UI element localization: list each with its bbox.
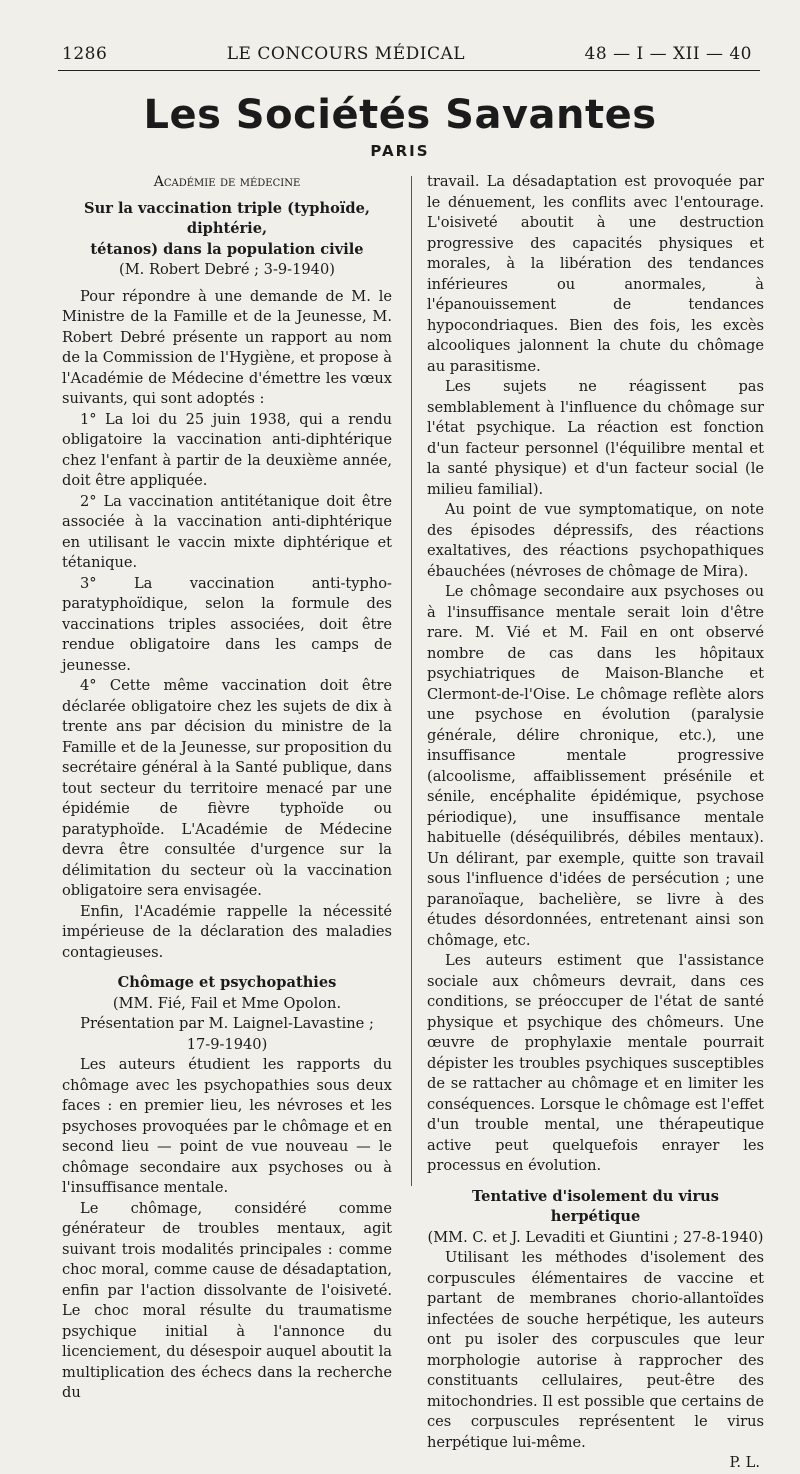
journal-title: LE CONCOURS MÉDICAL — [226, 44, 466, 64]
paragraph: 1° La loi du 25 juin 1938, qui a rendu obligatoire la vaccination anti-diphtérique chez l'enfant à partir de la deuxième année, doit être appliquée. — [62, 410, 392, 489]
article-byline: Présentation par M. Laignel-Lavastine ; — [80, 1015, 374, 1032]
page-title: Les Sociétés Savantes — [143, 92, 657, 138]
paragraph: Enfin, l'Académie rappelle la nécessité impérieuse de la déclaration des maladies contagieuses. — [62, 902, 392, 961]
column-divider — [411, 176, 412, 1186]
paragraph: Les auteurs étudient les rapports du chômage avec les psychopathies sous deux faces : en premier lieu, les névroses et les psychoses provoquées par le chômage et en second lieu — point de vue nouveau — le chômage secondaire aux psychoses ou à l'insuffisance mentale. — [62, 1056, 392, 1196]
article-title-line: tétanos) dans la population civile — [90, 240, 364, 258]
article-title: Chômage et psychopathies — [117, 974, 337, 991]
paragraph: Utilisant les méthodes d'isolement des corpuscules élémentaires de vaccine et partant de membranes chorio-allantoïdes infectées de souche herpétique, les auteurs ont pu isoler des corpuscules que leur morphologie autorise à rapprocher des constituants cellulaires, peut-être des mitochondries. Il est possible que certains de ces corpuscules représentent le virus herpétique lui-même. — [427, 1249, 764, 1451]
article-title: Tentative d'isolement du virus herpétique — [472, 1187, 719, 1225]
left-column — [62, 172, 392, 1404]
running-head — [62, 44, 752, 64]
paragraph: 2° La vaccination antitétanique doit être associée à la vaccination anti-diphtérique en utilisant le vaccin mixte diphtérique et tétanique. — [62, 492, 392, 571]
page-subtitle: PARIS — [370, 142, 430, 160]
issue-date: 48 — I — XII — 40 — [584, 44, 752, 64]
article-byline: (M. Robert Debré ; 3-9-1940) — [119, 261, 335, 278]
paragraph: Pour répondre à une demande de M. le Ministre de la Famille et de la Jeunesse, M. Robert Debré présente un rapport au nom de la Commission de l'Hygiène, et propose à l'Académie de Médecine d'émettre les vœux suivants, qui sont adoptés : — [62, 287, 392, 407]
paragraph: 4° Cette même vaccination doit être déclarée obligatoire chez les sujets de dix à trente ans par décision du ministre de la Famille et de la Jeunesse, sur proposition du secrétaire général à la Santé publique, dans tout secteur du territoire menacé par une épidémie de fièvre typhoïde ou paratyphoïde. L'Académie de Médecine devra être consultée d'urgence sur la délimitation du secteur où la vaccination obligatoire sera envisagée. — [62, 677, 392, 899]
header-rule — [58, 70, 760, 71]
paragraph: Les sujets ne réagissent pas semblablement à l'influence du chômage sur l'état psychique. La réaction est fonction d'un facteur personnel (l'équilibre mental et la santé physique) et d'un facteur social (le milieu familial). — [427, 378, 764, 498]
paragraph: Les auteurs estiment que l'assistance sociale aux chômeurs devrait, dans ces conditions, se préoccuper de l'état de santé physique et psychique des chômeurs. Une œuvre de prophylaxie mentale pourrait dépister les troubles psychiques susceptibles de se rattacher au chômage et en limiter les conséquences. Lorsque le chômage est l'effet d'un trouble mental, une thérapeutique active peut quelquefois enrayer les processus en évolution. — [427, 952, 764, 1174]
page-number: 1286 — [62, 44, 108, 64]
article-title-line: Sur la vaccination triple (typhoïde, diphtérie, — [84, 199, 370, 237]
article-byline: 17-9-1940) — [186, 1035, 268, 1053]
article-byline: (MM. Fié, Fail et Mme Opolon. — [112, 994, 342, 1012]
paragraph: Au point de vue symptomatique, on note des épisodes dépressifs, des réactions exaltatives, des réactions psychopathiques ébauchées (névroses de chômage de Mira). — [427, 501, 764, 580]
paragraph: Le chômage, considéré comme générateur de troubles mentaux, agit suivant trois modalités principales : comme choc moral, comme cause de désadaptation, enfin par l'action dissolvante de l'oisiveté. Le choc moral résulte du traumatisme psychique initial à l'annonce du licenciement, du désespoir auquel aboutit la multiplication des échecs dans la recherche du — [62, 1199, 392, 1401]
paragraph: 3° La vaccination anti-typho-paratyphoïdique, selon la formule des vaccinations triples associées, doit être rendue obligatoire dans les camps de jeunesse. — [62, 574, 392, 674]
paragraph: Le chômage secondaire aux psychoses ou à l'insuffisance mentale serait loin d'être rare. M. Vié et M. Fail en ont observé nombre de cas dans les hôpitaux psychiatriques de Maison-Blanche et Clermont-de-l'Oise. Le chômage reflète alors une psychose en évolution (paralysie générale, délire chronique, etc.), une insuffisance mentale progressive (alcoolisme, affaiblissement présénile et sénile, encéphalite épidémique, psychose périodique), une insuffisance mentale habituelle (déséquilibrés, débiles mentaux). Un délirant, par exemple, quitte son travail sous l'influence d'idées de persécution ; une paranoïaque, bachelière, se livre à des études désordonnées, entretenant ainsi son chômage, etc. — [427, 583, 764, 949]
section-heading: Académie de médecine — [153, 174, 301, 190]
article-byline: (MM. C. et J. Levaditi et Giuntini ; 27-8-1940) — [427, 1228, 764, 1246]
author-signature: P. L. — [729, 1454, 760, 1471]
paragraph: travail. La désadaptation est provoquée par le dénuement, les conflits avec l'entourage. L'oisiveté aboutit à une destruction progressive des capacités physiques et morales, à la libération des tendances inférieures ou anormales, à l'épanouissement de tendances hypocondriaques. Bien des fois, les excès alcooliques jalonnent la chute du chômage au parasitisme. — [427, 173, 764, 375]
right-column — [427, 172, 764, 1474]
